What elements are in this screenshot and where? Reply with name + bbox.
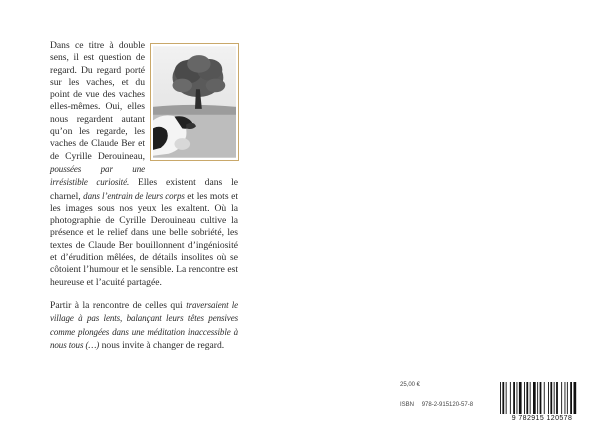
- barcode-bars: [494, 382, 590, 415]
- isbn-label: ISBN: [400, 402, 415, 408]
- p2-start: Partir à la rencontre de celles qui: [50, 299, 183, 311]
- p1-italic-2: dans l’entrain de leurs corps: [83, 190, 185, 201]
- isbn-value: 978-2-915120-57-8: [421, 402, 474, 408]
- cover-photo: [150, 43, 239, 161]
- p2-end: nous invite à changer de regard.: [101, 339, 225, 351]
- p1-mid: Elles existent dans le charnel,: [50, 177, 239, 202]
- p1-end: et les mots et les images sous nos yeux les exaltent. Où la photographie de Cyrille Derouineau cultive la présence et le relief dans une belle sobriété, les textes de Claude Ber bouillonnent d’ingéniosité et d’érudition mêlées, de détails insolites où se côtoient l’humour et le sensible. La rencontre est heureuse et l’acuité partagée.: [50, 190, 239, 288]
- paragraph-2: [50, 299, 238, 352]
- barcode-digits: 9 782915 120578: [511, 415, 573, 422]
- blurb-text: [50, 40, 238, 352]
- tree-and-cow-photo: [153, 46, 236, 158]
- p2-italic: traversaient le village à pas lents, balançant leurs têtes pensives comme plongées dans une méditation inaccessible à nous tous (…): [50, 299, 238, 350]
- paragraph-1: [50, 40, 238, 289]
- p1-italic-1: poussées par une irrésistible curiosité.: [50, 163, 145, 188]
- price-label: 25,00 €: [400, 382, 421, 388]
- barcode: [494, 382, 590, 422]
- isbn-line: [400, 402, 473, 408]
- p1-start: Dans ce titre à double sens, il est question de regard. Du regard porté sur les vaches, et du point de vue des vaches elles-mêmes. Oui, elles nous regardent autant qu’on les regarde, les vaches de Claude Ber et de Cyrille Derouineau,: [50, 40, 145, 162]
